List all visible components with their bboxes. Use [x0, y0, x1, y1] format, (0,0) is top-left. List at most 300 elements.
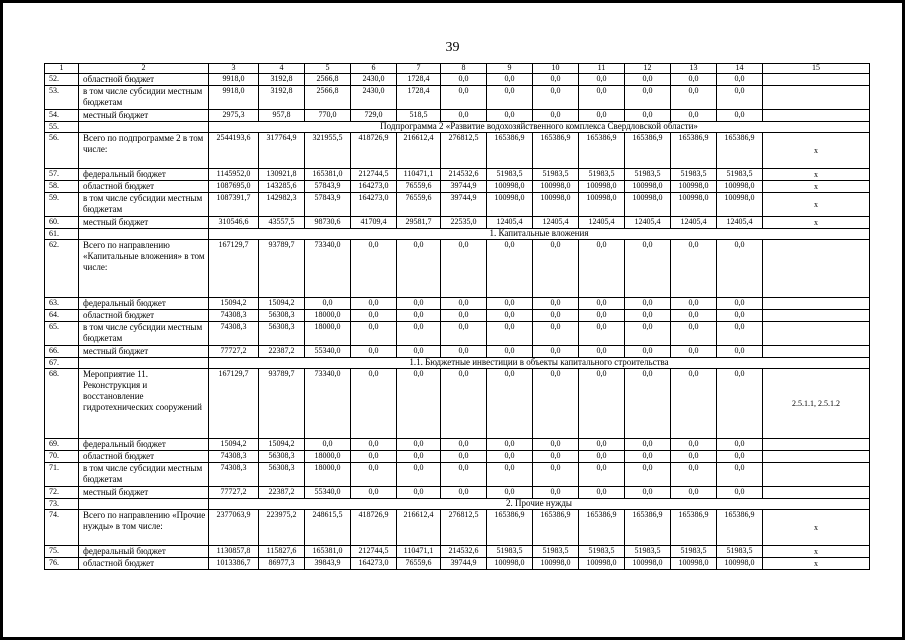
value-cell: 276812,5 — [441, 133, 487, 169]
value-cell: 0,0 — [717, 439, 763, 451]
value-cell: 15094,2 — [209, 298, 259, 310]
row-number: 64. — [45, 310, 79, 322]
value-cell: 0,0 — [625, 322, 671, 346]
value-cell: 29581,7 — [397, 217, 441, 229]
value-cell: 2377063,9 — [209, 510, 259, 546]
value-cell: 212744,5 — [351, 546, 397, 558]
value-cell: 100998,0 — [625, 193, 671, 217]
target-indicator-cell: x — [763, 133, 870, 169]
row-number: 68. — [45, 369, 79, 439]
value-cell: 76559,6 — [397, 193, 441, 217]
value-cell: 0,0 — [441, 310, 487, 322]
value-cell: 18000,0 — [305, 310, 351, 322]
target-indicator-cell: x — [763, 181, 870, 193]
table-row — [45, 558, 870, 570]
value-cell: 0,0 — [397, 310, 441, 322]
target-indicator-cell — [763, 322, 870, 346]
value-cell: 74308,3 — [209, 463, 259, 487]
value-cell: 76559,6 — [397, 181, 441, 193]
row-description: местный бюджет — [79, 346, 209, 358]
row-description: Всего по направлению «Капитальные вложения» в том числе: — [79, 240, 209, 298]
value-cell: 100998,0 — [671, 193, 717, 217]
value-cell: 212744,5 — [351, 169, 397, 181]
row-description: местный бюджет — [79, 217, 209, 229]
value-cell: 51983,5 — [533, 169, 579, 181]
value-cell: 0,0 — [487, 451, 533, 463]
row-description: областной бюджет — [79, 558, 209, 570]
value-cell: 57843,9 — [305, 181, 351, 193]
target-indicator-cell: x — [763, 193, 870, 217]
value-cell: 164273,0 — [351, 193, 397, 217]
value-cell: 0,0 — [441, 322, 487, 346]
value-cell: 22535,0 — [441, 217, 487, 229]
value-cell: 51983,5 — [671, 169, 717, 181]
column-number-header: 8 — [441, 64, 487, 74]
target-indicator-cell: x — [763, 546, 870, 558]
value-cell: 418726,9 — [351, 133, 397, 169]
value-cell: 143285,6 — [259, 181, 305, 193]
table-row — [45, 463, 870, 487]
row-description: федеральный бюджет — [79, 298, 209, 310]
value-cell: 0,0 — [397, 322, 441, 346]
value-cell: 0,0 — [717, 298, 763, 310]
value-cell: 0,0 — [671, 110, 717, 122]
value-cell: 0,0 — [671, 74, 717, 86]
value-cell: 1728,4 — [397, 86, 441, 110]
value-cell: 12405,4 — [671, 217, 717, 229]
value-cell: 0,0 — [533, 240, 579, 298]
row-number: 52. — [45, 74, 79, 86]
value-cell: 0,0 — [441, 86, 487, 110]
value-cell: 100998,0 — [671, 181, 717, 193]
column-number-header: 10 — [533, 64, 579, 74]
value-cell: 0,0 — [625, 439, 671, 451]
value-cell: 165386,9 — [579, 133, 625, 169]
value-cell: 0,0 — [625, 487, 671, 499]
row-description: в том числе субсидии местным бюджетам — [79, 322, 209, 346]
value-cell: 2430,0 — [351, 74, 397, 86]
value-cell: 100998,0 — [533, 181, 579, 193]
value-cell: 73340,0 — [305, 240, 351, 298]
target-indicator-cell — [763, 240, 870, 298]
value-cell: 12405,4 — [533, 217, 579, 229]
value-cell: 0,0 — [305, 298, 351, 310]
column-number-header: 9 — [487, 64, 533, 74]
value-cell: 0,0 — [717, 74, 763, 86]
value-cell: 0,0 — [441, 451, 487, 463]
table-row — [45, 181, 870, 193]
value-cell: 39843,9 — [305, 558, 351, 570]
value-cell: 0,0 — [671, 487, 717, 499]
page-number: 39 — [445, 40, 460, 55]
value-cell: 74308,3 — [209, 322, 259, 346]
value-cell: 321955,5 — [305, 133, 351, 169]
value-cell: 73340,0 — [305, 369, 351, 439]
row-number: 72. — [45, 487, 79, 499]
target-indicator-cell: x — [763, 217, 870, 229]
value-cell: 0,0 — [579, 322, 625, 346]
value-cell: 100998,0 — [717, 193, 763, 217]
value-cell: 0,0 — [533, 487, 579, 499]
row-number: 60. — [45, 217, 79, 229]
table-body — [45, 64, 870, 570]
value-cell: 0,0 — [671, 346, 717, 358]
row-description: в том числе субсидии местным бюджетам — [79, 193, 209, 217]
section-title: 1.1. Бюджетные инвестиции в объекты капитального строительства — [209, 358, 870, 369]
column-number-header: 13 — [671, 64, 717, 74]
value-cell: 93789,7 — [259, 240, 305, 298]
value-cell: 1145952,0 — [209, 169, 259, 181]
value-cell: 100998,0 — [717, 558, 763, 570]
value-cell: 0,0 — [487, 86, 533, 110]
row-number: 73. — [45, 499, 79, 510]
value-cell: 98730,6 — [305, 217, 351, 229]
row-number: 62. — [45, 240, 79, 298]
value-cell: 100998,0 — [533, 193, 579, 217]
row-number: 65. — [45, 322, 79, 346]
row-number: 56. — [45, 133, 79, 169]
value-cell: 51983,5 — [533, 546, 579, 558]
row-description: областной бюджет — [79, 310, 209, 322]
value-cell: 165386,9 — [625, 510, 671, 546]
value-cell: 0,0 — [671, 240, 717, 298]
empty-cell — [79, 229, 209, 240]
value-cell: 0,0 — [441, 110, 487, 122]
value-cell: 165386,9 — [533, 133, 579, 169]
value-cell: 0,0 — [487, 110, 533, 122]
value-cell: 0,0 — [533, 346, 579, 358]
target-indicator-cell — [763, 487, 870, 499]
table-row — [45, 74, 870, 86]
target-indicator-cell: x — [763, 510, 870, 546]
value-cell: 0,0 — [717, 310, 763, 322]
value-cell: 100998,0 — [487, 193, 533, 217]
table-row — [45, 546, 870, 558]
value-cell: 0,0 — [533, 369, 579, 439]
table-row — [45, 487, 870, 499]
value-cell: 39744,9 — [441, 558, 487, 570]
value-cell: 0,0 — [671, 310, 717, 322]
value-cell: 0,0 — [579, 310, 625, 322]
value-cell: 56308,3 — [259, 463, 305, 487]
table-row — [45, 240, 870, 298]
column-number-header: 2 — [79, 64, 209, 74]
value-cell: 51983,5 — [717, 169, 763, 181]
value-cell: 0,0 — [533, 451, 579, 463]
row-number: 76. — [45, 558, 79, 570]
row-number: 55. — [45, 122, 79, 133]
target-indicator-cell — [763, 439, 870, 451]
value-cell: 165386,9 — [579, 510, 625, 546]
value-cell: 115827,6 — [259, 546, 305, 558]
value-cell: 957,8 — [259, 110, 305, 122]
value-cell: 100998,0 — [579, 181, 625, 193]
value-cell: 0,0 — [351, 346, 397, 358]
value-cell: 165386,9 — [717, 510, 763, 546]
row-number: 54. — [45, 110, 79, 122]
value-cell: 2566,8 — [305, 74, 351, 86]
section-row — [45, 499, 870, 510]
value-cell: 0,0 — [397, 369, 441, 439]
value-cell: 15094,2 — [259, 439, 305, 451]
value-cell: 3192,8 — [259, 86, 305, 110]
row-number: 69. — [45, 439, 79, 451]
value-cell: 165386,9 — [671, 133, 717, 169]
value-cell: 51983,5 — [579, 546, 625, 558]
value-cell: 167129,7 — [209, 369, 259, 439]
value-cell: 100998,0 — [625, 181, 671, 193]
value-cell: 0,0 — [487, 487, 533, 499]
value-cell: 1087695,0 — [209, 181, 259, 193]
value-cell: 276812,5 — [441, 510, 487, 546]
value-cell: 51983,5 — [671, 546, 717, 558]
column-number-header: 11 — [579, 64, 625, 74]
row-number: 67. — [45, 358, 79, 369]
value-cell: 110471,1 — [397, 546, 441, 558]
empty-cell — [79, 122, 209, 133]
value-cell: 0,0 — [671, 439, 717, 451]
value-cell: 0,0 — [625, 463, 671, 487]
value-cell: 0,0 — [579, 74, 625, 86]
value-cell: 100998,0 — [579, 193, 625, 217]
value-cell: 0,0 — [671, 86, 717, 110]
target-indicator-cell — [763, 346, 870, 358]
row-description: областной бюджет — [79, 451, 209, 463]
value-cell: 0,0 — [351, 463, 397, 487]
value-cell: 9918,0 — [209, 86, 259, 110]
value-cell: 0,0 — [579, 110, 625, 122]
value-cell: 39744,9 — [441, 193, 487, 217]
row-number: 63. — [45, 298, 79, 310]
value-cell: 2544193,6 — [209, 133, 259, 169]
value-cell: 0,0 — [533, 322, 579, 346]
row-description: федеральный бюджет — [79, 546, 209, 558]
value-cell: 0,0 — [351, 451, 397, 463]
value-cell: 0,0 — [579, 298, 625, 310]
value-cell: 15094,2 — [259, 298, 305, 310]
value-cell: 165386,9 — [717, 133, 763, 169]
value-cell: 0,0 — [671, 451, 717, 463]
target-indicator-cell: 2.5.1.1, 2.5.1.2 — [763, 369, 870, 439]
value-cell: 0,0 — [625, 240, 671, 298]
value-cell: 77727,2 — [209, 346, 259, 358]
value-cell: 165381,0 — [305, 169, 351, 181]
value-cell: 18000,0 — [305, 451, 351, 463]
value-cell: 518,5 — [397, 110, 441, 122]
value-cell: 0,0 — [671, 369, 717, 439]
value-cell: 100998,0 — [487, 558, 533, 570]
row-number: 59. — [45, 193, 79, 217]
value-cell: 0,0 — [397, 240, 441, 298]
value-cell: 0,0 — [487, 298, 533, 310]
row-description: местный бюджет — [79, 487, 209, 499]
value-cell: 100998,0 — [579, 558, 625, 570]
value-cell: 0,0 — [533, 463, 579, 487]
value-cell: 0,0 — [579, 439, 625, 451]
value-cell: 164273,0 — [351, 181, 397, 193]
value-cell: 0,0 — [397, 487, 441, 499]
value-cell: 2975,3 — [209, 110, 259, 122]
row-description: Мероприятие 11. Реконструкция и восстановление гидротехнических сооружений — [79, 369, 209, 439]
value-cell: 1130857,8 — [209, 546, 259, 558]
value-cell: 0,0 — [441, 298, 487, 310]
value-cell: 100998,0 — [717, 181, 763, 193]
value-cell: 56308,3 — [259, 310, 305, 322]
value-cell: 0,0 — [533, 110, 579, 122]
value-cell: 39744,9 — [441, 181, 487, 193]
section-title: 1. Капитальные вложения — [209, 229, 870, 240]
target-indicator-cell — [763, 310, 870, 322]
value-cell: 418726,9 — [351, 510, 397, 546]
value-cell: 165386,9 — [487, 510, 533, 546]
value-cell: 0,0 — [441, 346, 487, 358]
value-cell: 0,0 — [441, 369, 487, 439]
table-row — [45, 310, 870, 322]
value-cell: 0,0 — [671, 322, 717, 346]
column-number-header: 15 — [763, 64, 870, 74]
value-cell: 0,0 — [717, 487, 763, 499]
value-cell: 0,0 — [487, 74, 533, 86]
row-number: 61. — [45, 229, 79, 240]
value-cell: 15094,2 — [209, 439, 259, 451]
value-cell: 51983,5 — [487, 169, 533, 181]
value-cell: 12405,4 — [579, 217, 625, 229]
value-cell: 1728,4 — [397, 74, 441, 86]
value-cell: 93789,7 — [259, 369, 305, 439]
value-cell: 2430,0 — [351, 86, 397, 110]
target-indicator-cell: x — [763, 169, 870, 181]
row-description: Всего по подпрограмме 2 в том числе: — [79, 133, 209, 169]
value-cell: 0,0 — [625, 74, 671, 86]
value-cell: 56308,3 — [259, 451, 305, 463]
row-description: федеральный бюджет — [79, 169, 209, 181]
scan-border-top — [0, 0, 905, 3]
value-cell: 56308,3 — [259, 322, 305, 346]
target-indicator-cell — [763, 463, 870, 487]
row-number: 71. — [45, 463, 79, 487]
value-cell: 41709,4 — [351, 217, 397, 229]
value-cell: 0,0 — [487, 322, 533, 346]
section-title: 2. Прочие нужды — [209, 499, 870, 510]
value-cell: 0,0 — [351, 298, 397, 310]
value-cell: 0,0 — [625, 110, 671, 122]
table-row — [45, 322, 870, 346]
value-cell: 223975,2 — [259, 510, 305, 546]
value-cell: 12405,4 — [717, 217, 763, 229]
value-cell: 0,0 — [397, 451, 441, 463]
target-indicator-cell: x — [763, 558, 870, 570]
value-cell: 51983,5 — [579, 169, 625, 181]
value-cell: 0,0 — [487, 346, 533, 358]
value-cell: 3192,8 — [259, 74, 305, 86]
target-indicator-cell — [763, 298, 870, 310]
value-cell: 0,0 — [351, 310, 397, 322]
value-cell: 0,0 — [579, 240, 625, 298]
value-cell: 1013386,7 — [209, 558, 259, 570]
value-cell: 0,0 — [579, 369, 625, 439]
column-number-header: 6 — [351, 64, 397, 74]
value-cell: 0,0 — [305, 439, 351, 451]
value-cell: 0,0 — [533, 310, 579, 322]
value-cell: 2566,8 — [305, 86, 351, 110]
value-cell: 165381,0 — [305, 546, 351, 558]
table-row — [45, 169, 870, 181]
value-cell: 0,0 — [533, 74, 579, 86]
value-cell: 0,0 — [671, 463, 717, 487]
value-cell: 165386,9 — [533, 510, 579, 546]
row-number: 70. — [45, 451, 79, 463]
value-cell: 0,0 — [579, 487, 625, 499]
value-cell: 0,0 — [487, 439, 533, 451]
section-title: Подпрограмма 2 «Развитие водохозяйственного комплекса Свердловской области» — [209, 122, 870, 133]
value-cell: 130921,8 — [259, 169, 305, 181]
value-cell: 0,0 — [351, 369, 397, 439]
empty-cell — [79, 499, 209, 510]
value-cell: 214532,6 — [441, 169, 487, 181]
section-row — [45, 229, 870, 240]
value-cell: 0,0 — [717, 451, 763, 463]
value-cell: 22387,2 — [259, 487, 305, 499]
value-cell: 0,0 — [625, 298, 671, 310]
table-row — [45, 217, 870, 229]
value-cell: 165386,9 — [487, 133, 533, 169]
value-cell: 164273,0 — [351, 558, 397, 570]
row-number: 53. — [45, 86, 79, 110]
column-number-header: 5 — [305, 64, 351, 74]
table-row — [45, 439, 870, 451]
value-cell: 165386,9 — [671, 510, 717, 546]
value-cell: 0,0 — [533, 439, 579, 451]
column-number-header: 7 — [397, 64, 441, 74]
value-cell: 0,0 — [625, 369, 671, 439]
value-cell: 0,0 — [441, 463, 487, 487]
section-row — [45, 358, 870, 369]
table-row — [45, 451, 870, 463]
value-cell: 74308,3 — [209, 310, 259, 322]
value-cell: 100998,0 — [487, 181, 533, 193]
value-cell: 0,0 — [579, 86, 625, 110]
value-cell: 310546,6 — [209, 217, 259, 229]
value-cell: 86977,3 — [259, 558, 305, 570]
value-cell: 0,0 — [671, 298, 717, 310]
value-cell: 9918,0 — [209, 74, 259, 86]
table-row — [45, 298, 870, 310]
table-row — [45, 110, 870, 122]
row-description: в том числе субсидии местным бюджетам — [79, 463, 209, 487]
value-cell: 100998,0 — [671, 558, 717, 570]
value-cell: 770,0 — [305, 110, 351, 122]
row-description: местный бюджет — [79, 110, 209, 122]
row-number: 57. — [45, 169, 79, 181]
budget-table — [44, 63, 870, 570]
row-description: областной бюджет — [79, 181, 209, 193]
value-cell: 0,0 — [625, 451, 671, 463]
value-cell: 57843,9 — [305, 193, 351, 217]
column-number-header: 12 — [625, 64, 671, 74]
value-cell: 0,0 — [441, 240, 487, 298]
table-row — [45, 86, 870, 110]
value-cell: 0,0 — [625, 86, 671, 110]
value-cell: 0,0 — [579, 346, 625, 358]
value-cell: 55340,0 — [305, 346, 351, 358]
value-cell: 0,0 — [717, 240, 763, 298]
value-cell: 51983,5 — [717, 546, 763, 558]
value-cell: 0,0 — [717, 369, 763, 439]
value-cell: 0,0 — [351, 487, 397, 499]
column-number-header: 14 — [717, 64, 763, 74]
scan-border-left — [0, 0, 3, 640]
value-cell: 100998,0 — [625, 558, 671, 570]
